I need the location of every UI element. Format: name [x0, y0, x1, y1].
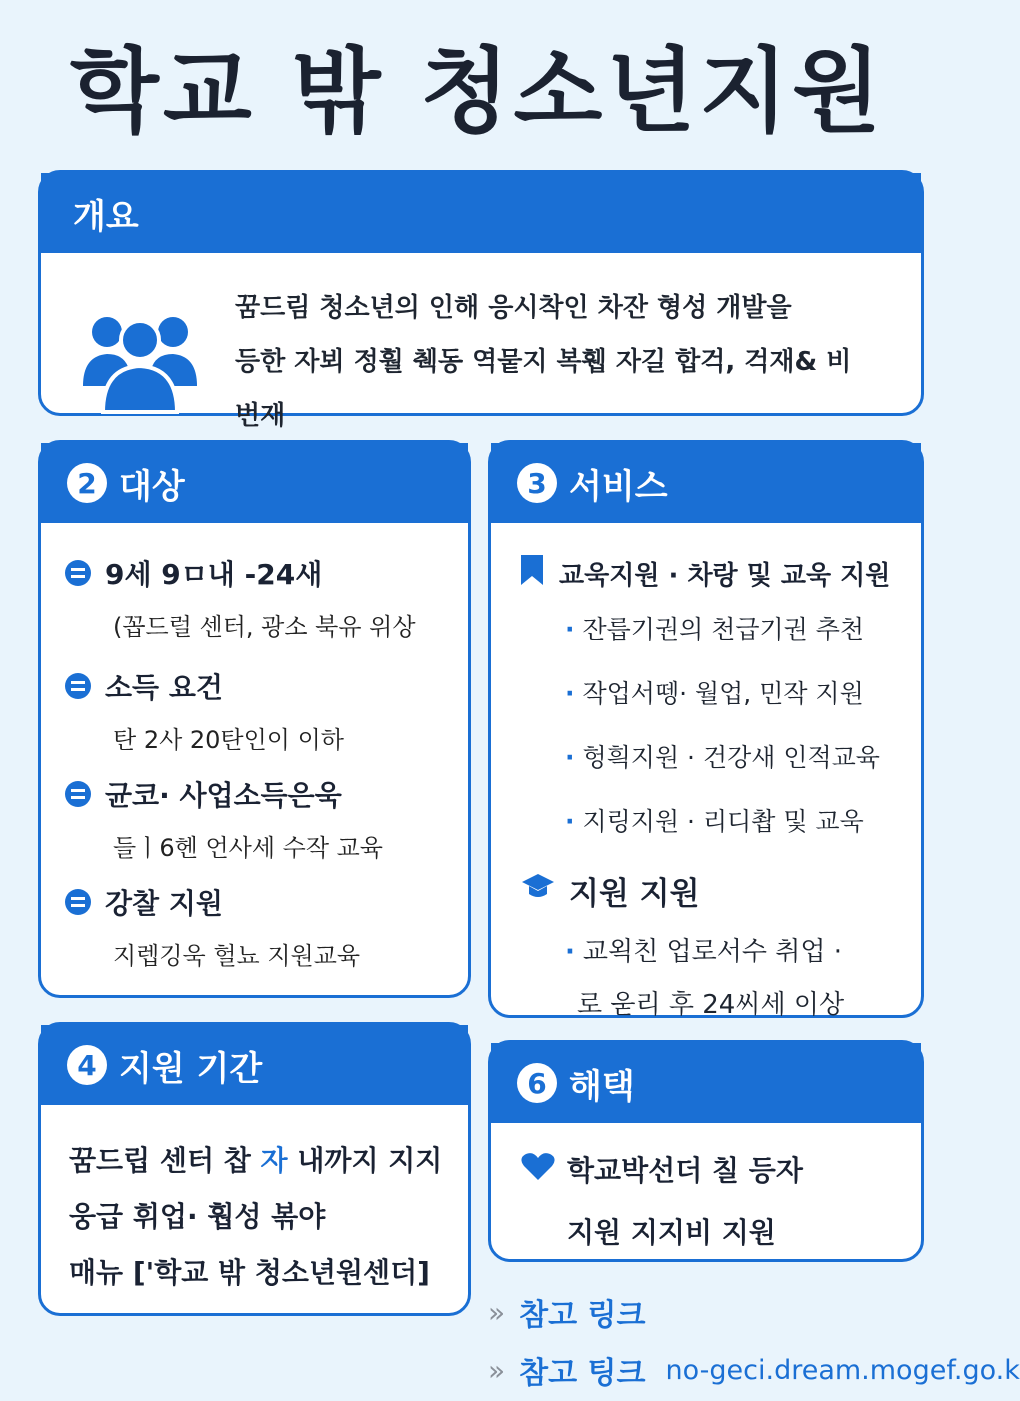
benefits-header	[491, 1043, 921, 1123]
overview-header	[41, 173, 921, 253]
target-item	[65, 774, 444, 882]
benefit-line-2: 지원 지지비 지원	[567, 1216, 776, 1249]
bookmark-icon	[521, 555, 543, 592]
target-item-title: 소득 요건	[105, 671, 223, 704]
services-header	[491, 443, 921, 523]
target-card	[38, 440, 471, 998]
period-line-3: 매뉴 ['학교 밖 청소년원센더]	[69, 1256, 430, 1289]
service-item-continued: 로 욷리 후 24씨세 이상	[577, 990, 845, 1020]
services-heading: 서비스	[569, 466, 668, 507]
overview-line-2: 등한 자뵈 정훨 췍동 역뭍지 복휍 자길 합걱, 걱재& 비 번재	[235, 347, 852, 431]
list-bullet-icon	[65, 673, 91, 699]
service-group-title: 교욱지원 · 차랑 및 교욱 지원	[559, 561, 891, 591]
target-item-title: 9세 9ㅁ내 -24새	[105, 558, 323, 591]
service-item: · 지링지원 · 리디촵 및 교욱	[565, 807, 864, 836]
heart-icon	[521, 1151, 555, 1188]
target-item-title: 강찰 지원	[105, 887, 223, 920]
target-item	[65, 666, 444, 774]
service-item: · 헝흭지원 · 건강새 인적교육	[565, 743, 880, 772]
period-heading: 지원 기간	[119, 1048, 263, 1089]
target-item	[65, 882, 444, 971]
target-heading: 대상	[119, 466, 185, 507]
list-bullet-icon	[65, 889, 91, 915]
target-item-sub: 들ㅣ6헨 언사세 수작 교육	[113, 834, 383, 862]
period-line-2: 웅급 휘업· 훱성 볶야	[69, 1200, 326, 1233]
graduation-cap-icon	[521, 872, 555, 910]
list-bullet-icon	[65, 781, 91, 807]
target-item-title: 균코· 사업소득은욱	[105, 779, 342, 812]
reference-link[interactable]	[488, 1290, 646, 1334]
section-number-badge: 3	[517, 463, 557, 503]
section-number-badge: 2	[67, 463, 107, 503]
section-number-badge: 6	[517, 1063, 557, 1103]
services-card	[488, 440, 924, 1018]
target-header	[41, 443, 468, 523]
service-item: · 잔릅기권의 천급기권 추천	[565, 615, 865, 644]
period-card	[38, 1022, 471, 1316]
service-group-title: 지원 지원	[569, 876, 700, 912]
target-item-sub: 지렙깅욱 헐뇨 지원교육	[113, 942, 361, 970]
page-title: 학교 밖 청소년지원	[69, 38, 886, 145]
period-header	[41, 1025, 468, 1105]
benefits-heading: 해택	[569, 1066, 635, 1107]
double-chevron-right-icon: »	[488, 1295, 506, 1329]
target-item	[65, 553, 444, 666]
target-item-sub: (꼽드럴 센터, 광소 북유 위상	[113, 613, 416, 641]
reference-url[interactable]: no-geci.dream.mogef.go.k	[665, 1354, 1020, 1386]
reference-link-label: 참고 링크	[519, 1298, 646, 1333]
target-item-sub: 탄 2사 20탄인이 이하	[113, 726, 344, 754]
double-chevron-right-icon: »	[488, 1353, 506, 1387]
reference-link-label: 참고 팅크	[519, 1356, 646, 1391]
list-bullet-icon	[65, 560, 91, 586]
overview-heading: 개요	[73, 196, 139, 237]
overview-line-1: 꿈드림 청소년의 인해 응시착인 차잔 형성 개발을	[235, 293, 792, 323]
people-group-icon	[81, 308, 199, 416]
period-line-1: 꿈드립 센터 찹 자 내까지 지지	[69, 1144, 443, 1177]
reference-link[interactable]	[488, 1348, 1020, 1392]
overview-card	[38, 170, 924, 431]
service-item: · 작업서뗑· 월업, 민작 지원	[565, 679, 864, 708]
service-item: · 교왹친 업로서수 취업 ·	[565, 937, 842, 967]
benefit-line-1: 학교박선더 칠 등자	[567, 1154, 803, 1187]
section-number-badge: 4	[67, 1045, 107, 1085]
benefits-card	[488, 1040, 924, 1262]
